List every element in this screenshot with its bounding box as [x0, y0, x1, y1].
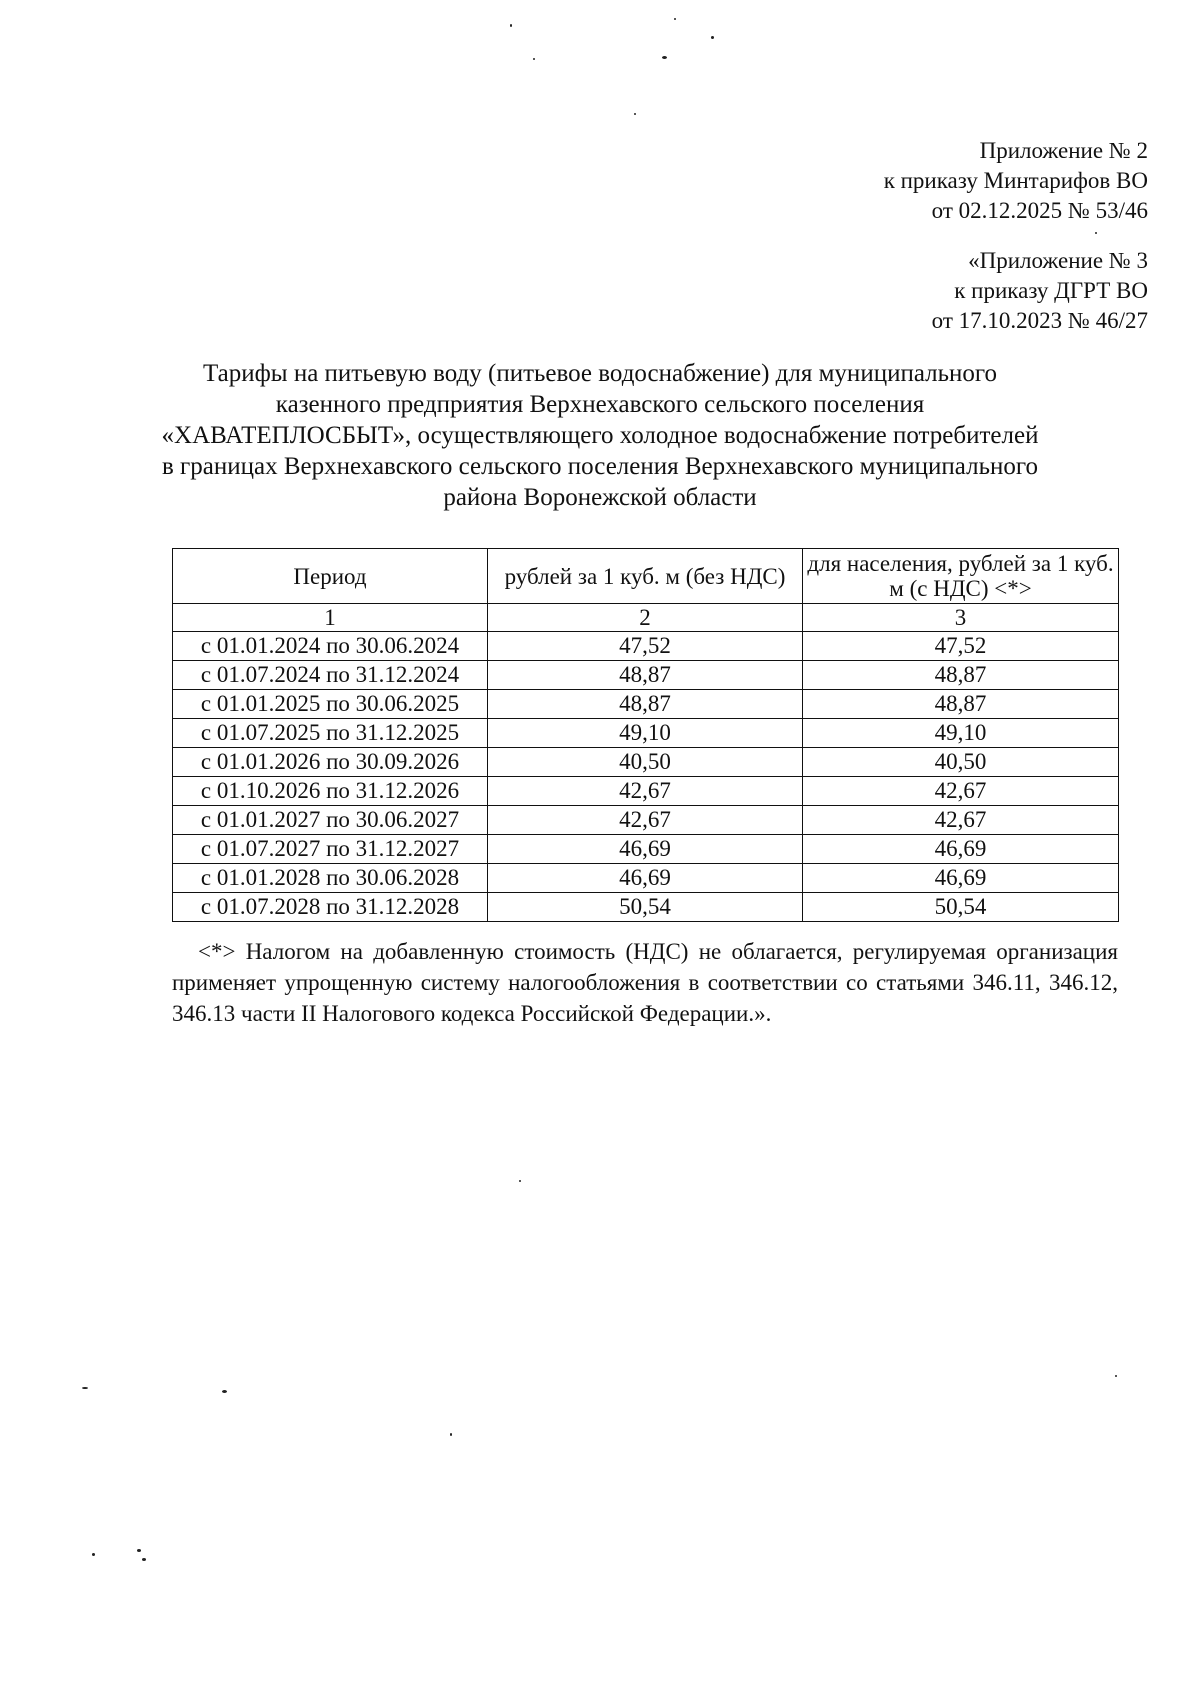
appendix-reference-current	[884, 136, 1148, 226]
cell-price-without-vat: 42,67	[488, 806, 803, 835]
table-row	[173, 806, 1119, 835]
document-title	[130, 358, 1070, 513]
scan-speck	[662, 56, 667, 59]
scan-speck	[82, 1387, 88, 1389]
cell-price-without-vat: 48,87	[488, 661, 803, 690]
cell-period: с 01.10.2026 по 31.12.2026	[173, 777, 488, 806]
appendix-line: от 02.12.2025 № 53/46	[931, 198, 1148, 223]
title-line: в границах Верхнехавского сельского поселения Верхнехавского муниципального	[161, 453, 1038, 480]
tariff-table	[172, 548, 1119, 922]
cell-price-population-with-vat: 46,69	[803, 835, 1119, 864]
table-body	[173, 632, 1119, 922]
header-period: Период	[173, 549, 488, 604]
cell-price-population-with-vat: 42,67	[803, 777, 1119, 806]
cell-price-population-with-vat: 48,87	[803, 690, 1119, 719]
cell-price-population-with-vat: 47,52	[803, 632, 1119, 661]
cell-price-population-with-vat: 40,50	[803, 748, 1119, 777]
scan-speck	[450, 1433, 452, 1436]
table-row	[173, 777, 1119, 806]
cell-price-without-vat: 46,69	[488, 864, 803, 893]
table-row	[173, 690, 1119, 719]
scan-speck	[142, 1558, 146, 1561]
appendix-line: от 17.10.2023 № 46/27	[931, 308, 1148, 333]
title-line: казенного предприятия Верхнехавского сельского поселения	[275, 391, 925, 418]
cell-price-population-with-vat: 49,10	[803, 719, 1119, 748]
appendix-line: к приказу ДГРТ ВО	[954, 278, 1148, 303]
title-line: Тарифы на питьевую воду (питьевое водоснабжение) для муниципального	[202, 360, 998, 387]
appendix-line: к приказу Минтарифов ВО	[883, 168, 1148, 193]
cell-price-population-with-vat: 42,67	[803, 806, 1119, 835]
appendix-line: «Приложение № 3	[968, 248, 1148, 273]
cell-period: с 01.07.2028 по 31.12.2028	[173, 893, 488, 922]
cell-period: с 01.07.2025 по 31.12.2025	[173, 719, 488, 748]
table-row	[173, 835, 1119, 864]
scan-speck	[510, 24, 512, 27]
header-price-population-with-vat: для населения, рублей за 1 куб. м (с НДС) <*>	[803, 549, 1119, 604]
scan-speck	[92, 1553, 95, 1556]
cell-period: с 01.01.2024 по 30.06.2024	[173, 632, 488, 661]
scan-speck	[1095, 232, 1097, 234]
footnote: <*> Налогом на добавленную стоимость (НДС) не облагается, регулируемая организация применяет упрощенную систему налогообложения в соответствии со статьями 346.11, 346.12, 346.13 части II Налогового кодекса Российской Федерации.».	[172, 939, 1118, 1026]
cell-period: с 01.01.2027 по 30.06.2027	[173, 806, 488, 835]
title-line: «ХАВАТЕПЛОСБЫТ», осуществляющего холодное водоснабжение потребителей	[161, 422, 1039, 449]
column-number: 2	[488, 604, 803, 632]
cell-period: с 01.07.2027 по 31.12.2027	[173, 835, 488, 864]
table-row	[173, 893, 1119, 922]
cell-period: с 01.01.2028 по 30.06.2028	[173, 864, 488, 893]
column-number: 3	[803, 604, 1119, 632]
scan-speck	[634, 113, 636, 115]
table-row	[173, 661, 1119, 690]
cell-price-without-vat: 48,87	[488, 690, 803, 719]
column-number: 1	[173, 604, 488, 632]
cell-price-population-with-vat: 46,69	[803, 864, 1119, 893]
appendix-reference-previous	[932, 246, 1148, 336]
cell-price-without-vat: 40,50	[488, 748, 803, 777]
table-row	[173, 748, 1119, 777]
header-price-without-vat: рублей за 1 куб. м (без НДС)	[488, 549, 803, 604]
scan-speck	[711, 36, 714, 39]
scan-speck	[519, 1180, 521, 1182]
cell-period: с 01.01.2025 по 30.06.2025	[173, 690, 488, 719]
cell-period: с 01.01.2026 по 30.09.2026	[173, 748, 488, 777]
table-row	[173, 632, 1119, 661]
table-row	[173, 719, 1119, 748]
cell-period: с 01.07.2024 по 31.12.2024	[173, 661, 488, 690]
scan-speck	[222, 1390, 227, 1393]
scan-speck	[674, 18, 676, 20]
cell-price-without-vat: 47,52	[488, 632, 803, 661]
scan-speck	[1115, 1375, 1117, 1377]
cell-price-without-vat: 42,67	[488, 777, 803, 806]
scan-speck	[533, 58, 535, 60]
title-line: района Воронежской области	[443, 484, 757, 511]
table-header-row	[173, 549, 1119, 604]
cell-price-without-vat: 46,69	[488, 835, 803, 864]
column-number-row	[173, 604, 1119, 632]
cell-price-population-with-vat: 50,54	[803, 893, 1119, 922]
table-row	[173, 864, 1119, 893]
scan-speck	[137, 1549, 141, 1552]
cell-price-population-with-vat: 48,87	[803, 661, 1119, 690]
cell-price-without-vat: 49,10	[488, 719, 803, 748]
cell-price-without-vat: 50,54	[488, 893, 803, 922]
appendix-line: Приложение № 2	[979, 138, 1148, 163]
